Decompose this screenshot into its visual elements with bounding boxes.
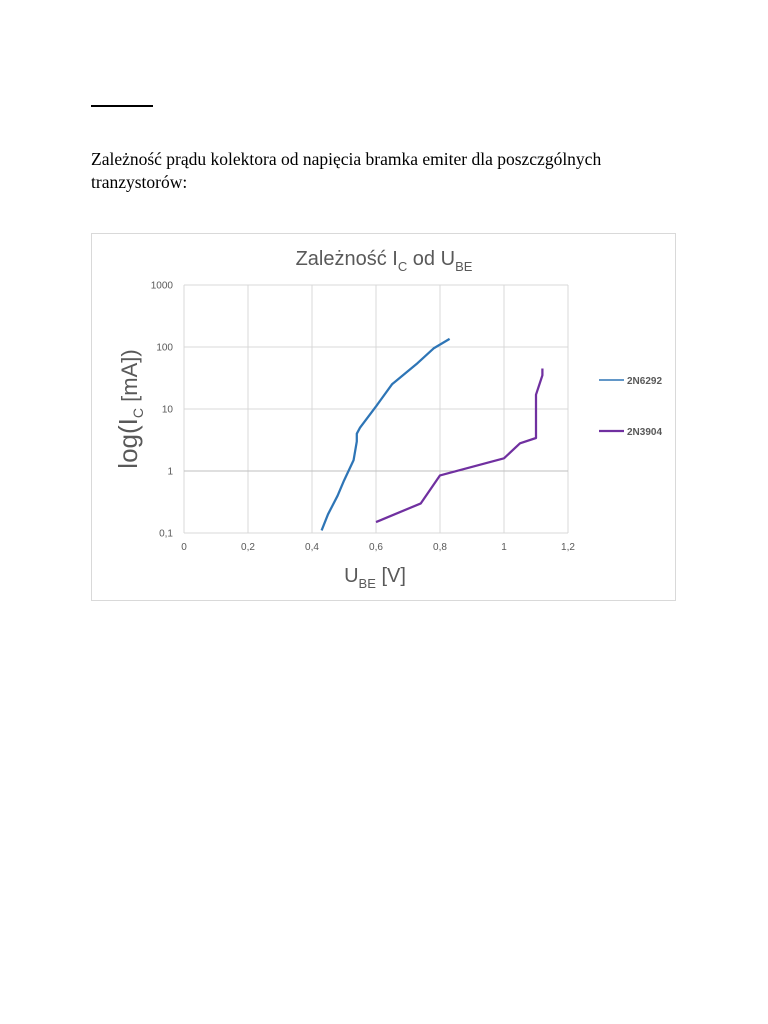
intro-paragraph: Zależność prądu kolektora od napięcia bramka emiter dla poszczgólnych tranzystorów: [91,149,602,192]
chart-frame [91,233,676,601]
x-tick-label: 0,6 [369,542,383,553]
y-tick-label: 10 [161,404,173,416]
x-tick-label: 0,2 [241,542,255,553]
x-axis-label: $U_{BE}$ [V] [344,565,406,591]
legend-label: 2N6292 [627,376,663,387]
y-axis-label: $\log(I_C$ [mA]) [113,349,146,469]
series-line-2n6292 [322,339,450,531]
chart-title: Zależność $I_C$ od $U_{BE}$ [295,248,473,274]
y-tick-label: 100 [156,342,173,354]
x-tick-label: 1 [501,542,507,553]
x-tick-label: 1,2 [561,542,575,553]
grid-lines [184,285,568,533]
x-tick-label: 0 [181,542,187,553]
heading-rule [91,105,153,107]
chart-svg [92,234,677,602]
x-tick-label: 0,4 [305,542,319,553]
x-tick-label: 0,8 [433,542,447,553]
series-line-2n3904 [376,369,542,523]
y-tick-label: 1 [167,466,173,478]
legend-label: 2N3904 [627,427,663,438]
y-tick-label: 0,1 [159,528,173,540]
y-tick-label: 1000 [150,280,173,292]
